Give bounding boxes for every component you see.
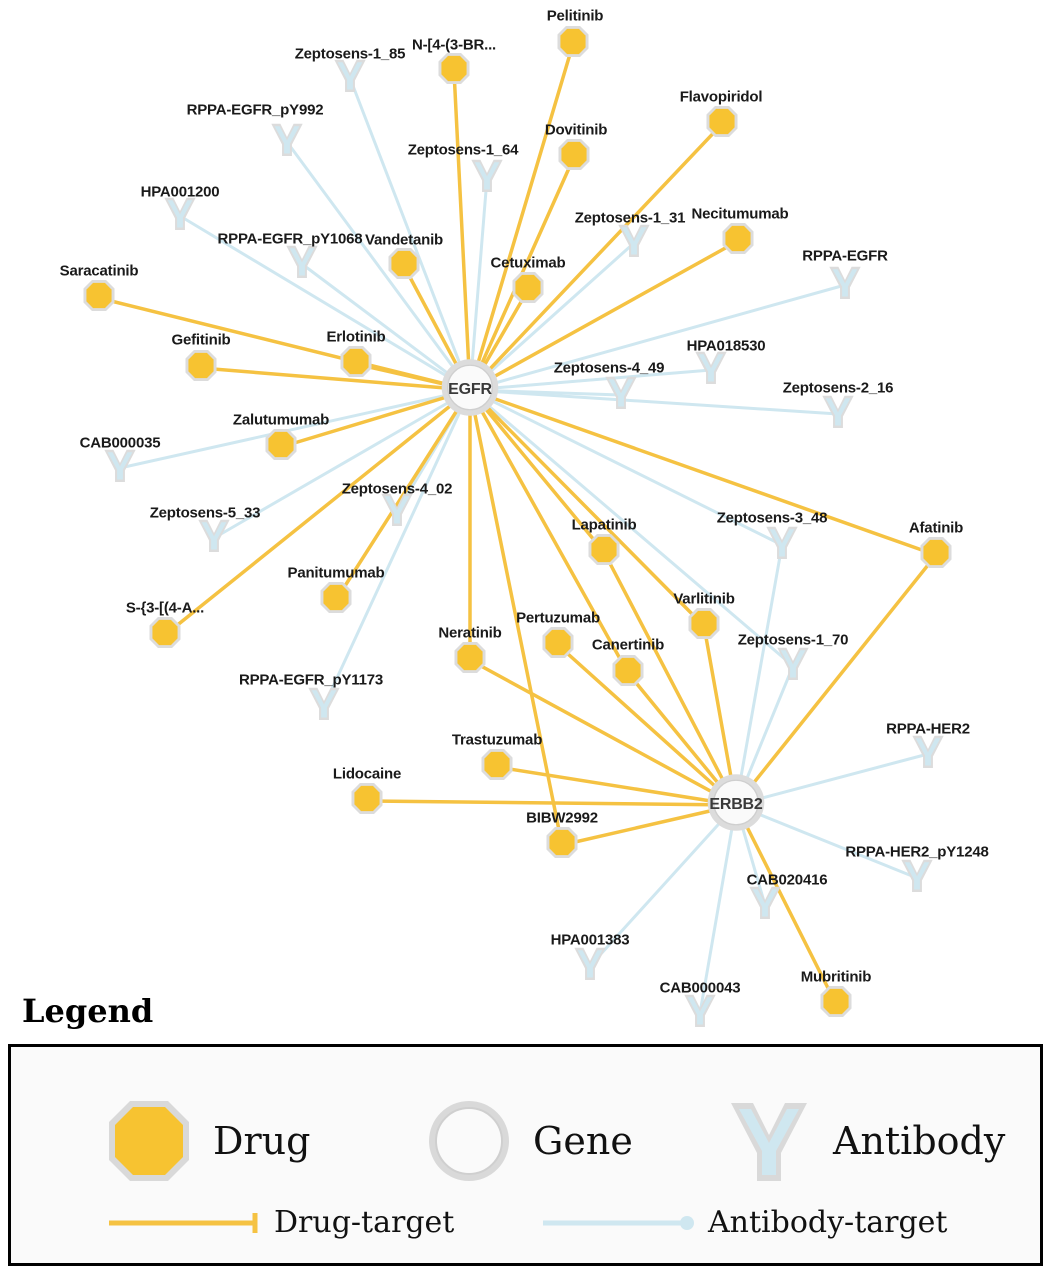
legend-box: [8, 1044, 1043, 1266]
antibody-label: RPPA-HER2_pY1248: [845, 843, 989, 861]
drug-label: Pertuzumab: [516, 609, 600, 627]
antibody-label: CAB000035: [79, 434, 161, 452]
drug-label: Mubritinib: [800, 968, 872, 986]
legend-antibody: [723, 1095, 1005, 1187]
antibody-node[interactable]: [898, 857, 936, 900]
antibody-label: RPPA-HER2: [886, 720, 970, 738]
antibody-label: Zeptosens-1_64: [407, 141, 519, 159]
antibody-label: Zeptosens-4_49: [553, 359, 665, 377]
drug-node[interactable]: [541, 626, 575, 665]
drug-target-edge-icon: [107, 1210, 262, 1236]
antibody-label: CAB000043: [659, 979, 741, 997]
antibody-label: Zeptosens-2_16: [782, 379, 894, 397]
drug-node[interactable]: [611, 654, 645, 693]
legend-drug-target: [107, 1205, 454, 1240]
drug-label: Saracatinib: [59, 262, 139, 280]
drug-label: Dovitinib: [544, 121, 608, 139]
antibody-label: HPA018530: [686, 337, 766, 355]
drug-label: Zalutumumab: [232, 411, 330, 429]
drug-node[interactable]: [148, 616, 182, 655]
drug-node[interactable]: [264, 428, 298, 467]
antibody-node[interactable]: [283, 243, 321, 286]
antibody-node[interactable]: [615, 222, 653, 265]
drug-label: Varlitinib: [673, 590, 735, 608]
drug-node[interactable]: [82, 279, 116, 318]
legend-gene-label: Gene: [533, 1119, 633, 1163]
drug-label: Neratinib: [438, 624, 502, 642]
drug-label: Canertinib: [591, 636, 665, 654]
drug-node[interactable]: [687, 607, 721, 646]
drug-node[interactable]: [339, 345, 373, 384]
drug-label: Lidocaine: [332, 765, 402, 783]
drug-icon: [103, 1095, 195, 1187]
antibody-label: HPA001200: [140, 183, 220, 201]
drug-label: Panitumumab: [287, 564, 385, 582]
legend-title: Legend: [22, 992, 154, 1030]
antibody-label: Zeptosens-1_70: [737, 631, 849, 649]
antibody-target-edge-icon: [541, 1210, 696, 1236]
antibody-node[interactable]: [826, 264, 864, 307]
antibody-label: Zeptosens-3_48: [716, 509, 828, 527]
antibody-label: HPA001383: [550, 931, 630, 949]
legend-antibody-target: [541, 1205, 948, 1240]
antibody-label: Zeptosens-1_31: [574, 209, 686, 227]
antibody-label: CAB020416: [746, 871, 828, 889]
drug-label: Necitumumab: [691, 205, 789, 223]
drug-label: Cetuximab: [490, 254, 566, 272]
antibody-node[interactable]: [101, 447, 139, 490]
drug-label: Lapatinib: [571, 516, 637, 534]
legend-drug-target-label: Drug-target: [274, 1205, 455, 1240]
antibody-node[interactable]: [819, 393, 857, 436]
antibody-node[interactable]: [161, 195, 199, 238]
antibody-node[interactable]: [195, 517, 233, 560]
antibody-node[interactable]: [468, 157, 506, 200]
gene-label: EGFR: [448, 381, 492, 398]
drug-label: Erlotinib: [326, 328, 386, 346]
drug-node[interactable]: [184, 349, 218, 388]
antibody-node[interactable]: [331, 57, 369, 100]
drug-label: BIBW2992: [526, 809, 598, 827]
drug-label: S-{3-[(4-A...: [125, 599, 205, 617]
antibody-label: Zeptosens-5_33: [149, 504, 261, 522]
drug-node[interactable]: [319, 581, 353, 620]
drug-label: Afatinib: [908, 519, 964, 537]
gene-icon: [423, 1095, 515, 1187]
antibody-label: Zeptosens-1_85: [294, 45, 406, 63]
antibody-label: RPPA-EGFR: [802, 247, 888, 265]
drug-label: Vandetanib: [364, 231, 444, 249]
drug-label: Flavopiridol: [679, 88, 763, 106]
drug-label: Gefitinib: [171, 331, 231, 349]
antibody-label: RPPA-EGFR_pY992: [186, 101, 324, 119]
antibody-icon: [723, 1095, 815, 1187]
drug-node[interactable]: [387, 247, 421, 286]
antibody-label: RPPA-EGFR_pY1068: [217, 230, 363, 248]
drug-label: N-[4-(3-BR...: [411, 36, 497, 54]
drug-node[interactable]: [545, 826, 579, 865]
drug-label: Trastuzumab: [451, 731, 543, 749]
drug-node[interactable]: [453, 641, 487, 680]
antibody-node[interactable]: [746, 884, 784, 927]
drug-node[interactable]: [480, 748, 514, 787]
drug-node[interactable]: [705, 105, 739, 144]
drug-node[interactable]: [437, 52, 471, 91]
antibody-node[interactable]: [571, 945, 609, 988]
drug-node[interactable]: [511, 271, 545, 310]
drug-node[interactable]: [919, 536, 953, 575]
antibody-label: RPPA-EGFR_pY1173: [238, 671, 384, 689]
legend-gene: [423, 1095, 633, 1187]
antibody-node[interactable]: [602, 374, 640, 417]
gene-label: ERBB2: [709, 796, 763, 813]
antibody-node[interactable]: [681, 992, 719, 1035]
drug-node[interactable]: [587, 533, 621, 572]
drug-label: Pelitinib: [546, 7, 604, 25]
legend-antibody-target-label: Antibody-target: [708, 1205, 948, 1240]
drug-node[interactable]: [721, 222, 755, 261]
antibody-node[interactable]: [305, 685, 343, 728]
drug-node[interactable]: [557, 138, 591, 177]
antibody-node[interactable]: [909, 733, 947, 776]
antibody-label: Zeptosens-4_02: [341, 480, 453, 498]
legend-drug: [103, 1095, 310, 1187]
drug-node[interactable]: [556, 25, 590, 64]
legend-drug-label: Drug: [213, 1119, 311, 1163]
antibody-node[interactable]: [763, 524, 801, 567]
antibody-node[interactable]: [692, 349, 730, 392]
drug-node[interactable]: [350, 782, 384, 821]
legend-antibody-label: Antibody: [833, 1119, 1006, 1163]
antibody-node[interactable]: [774, 645, 812, 688]
drug-node[interactable]: [819, 985, 853, 1024]
antibody-node[interactable]: [268, 121, 306, 164]
